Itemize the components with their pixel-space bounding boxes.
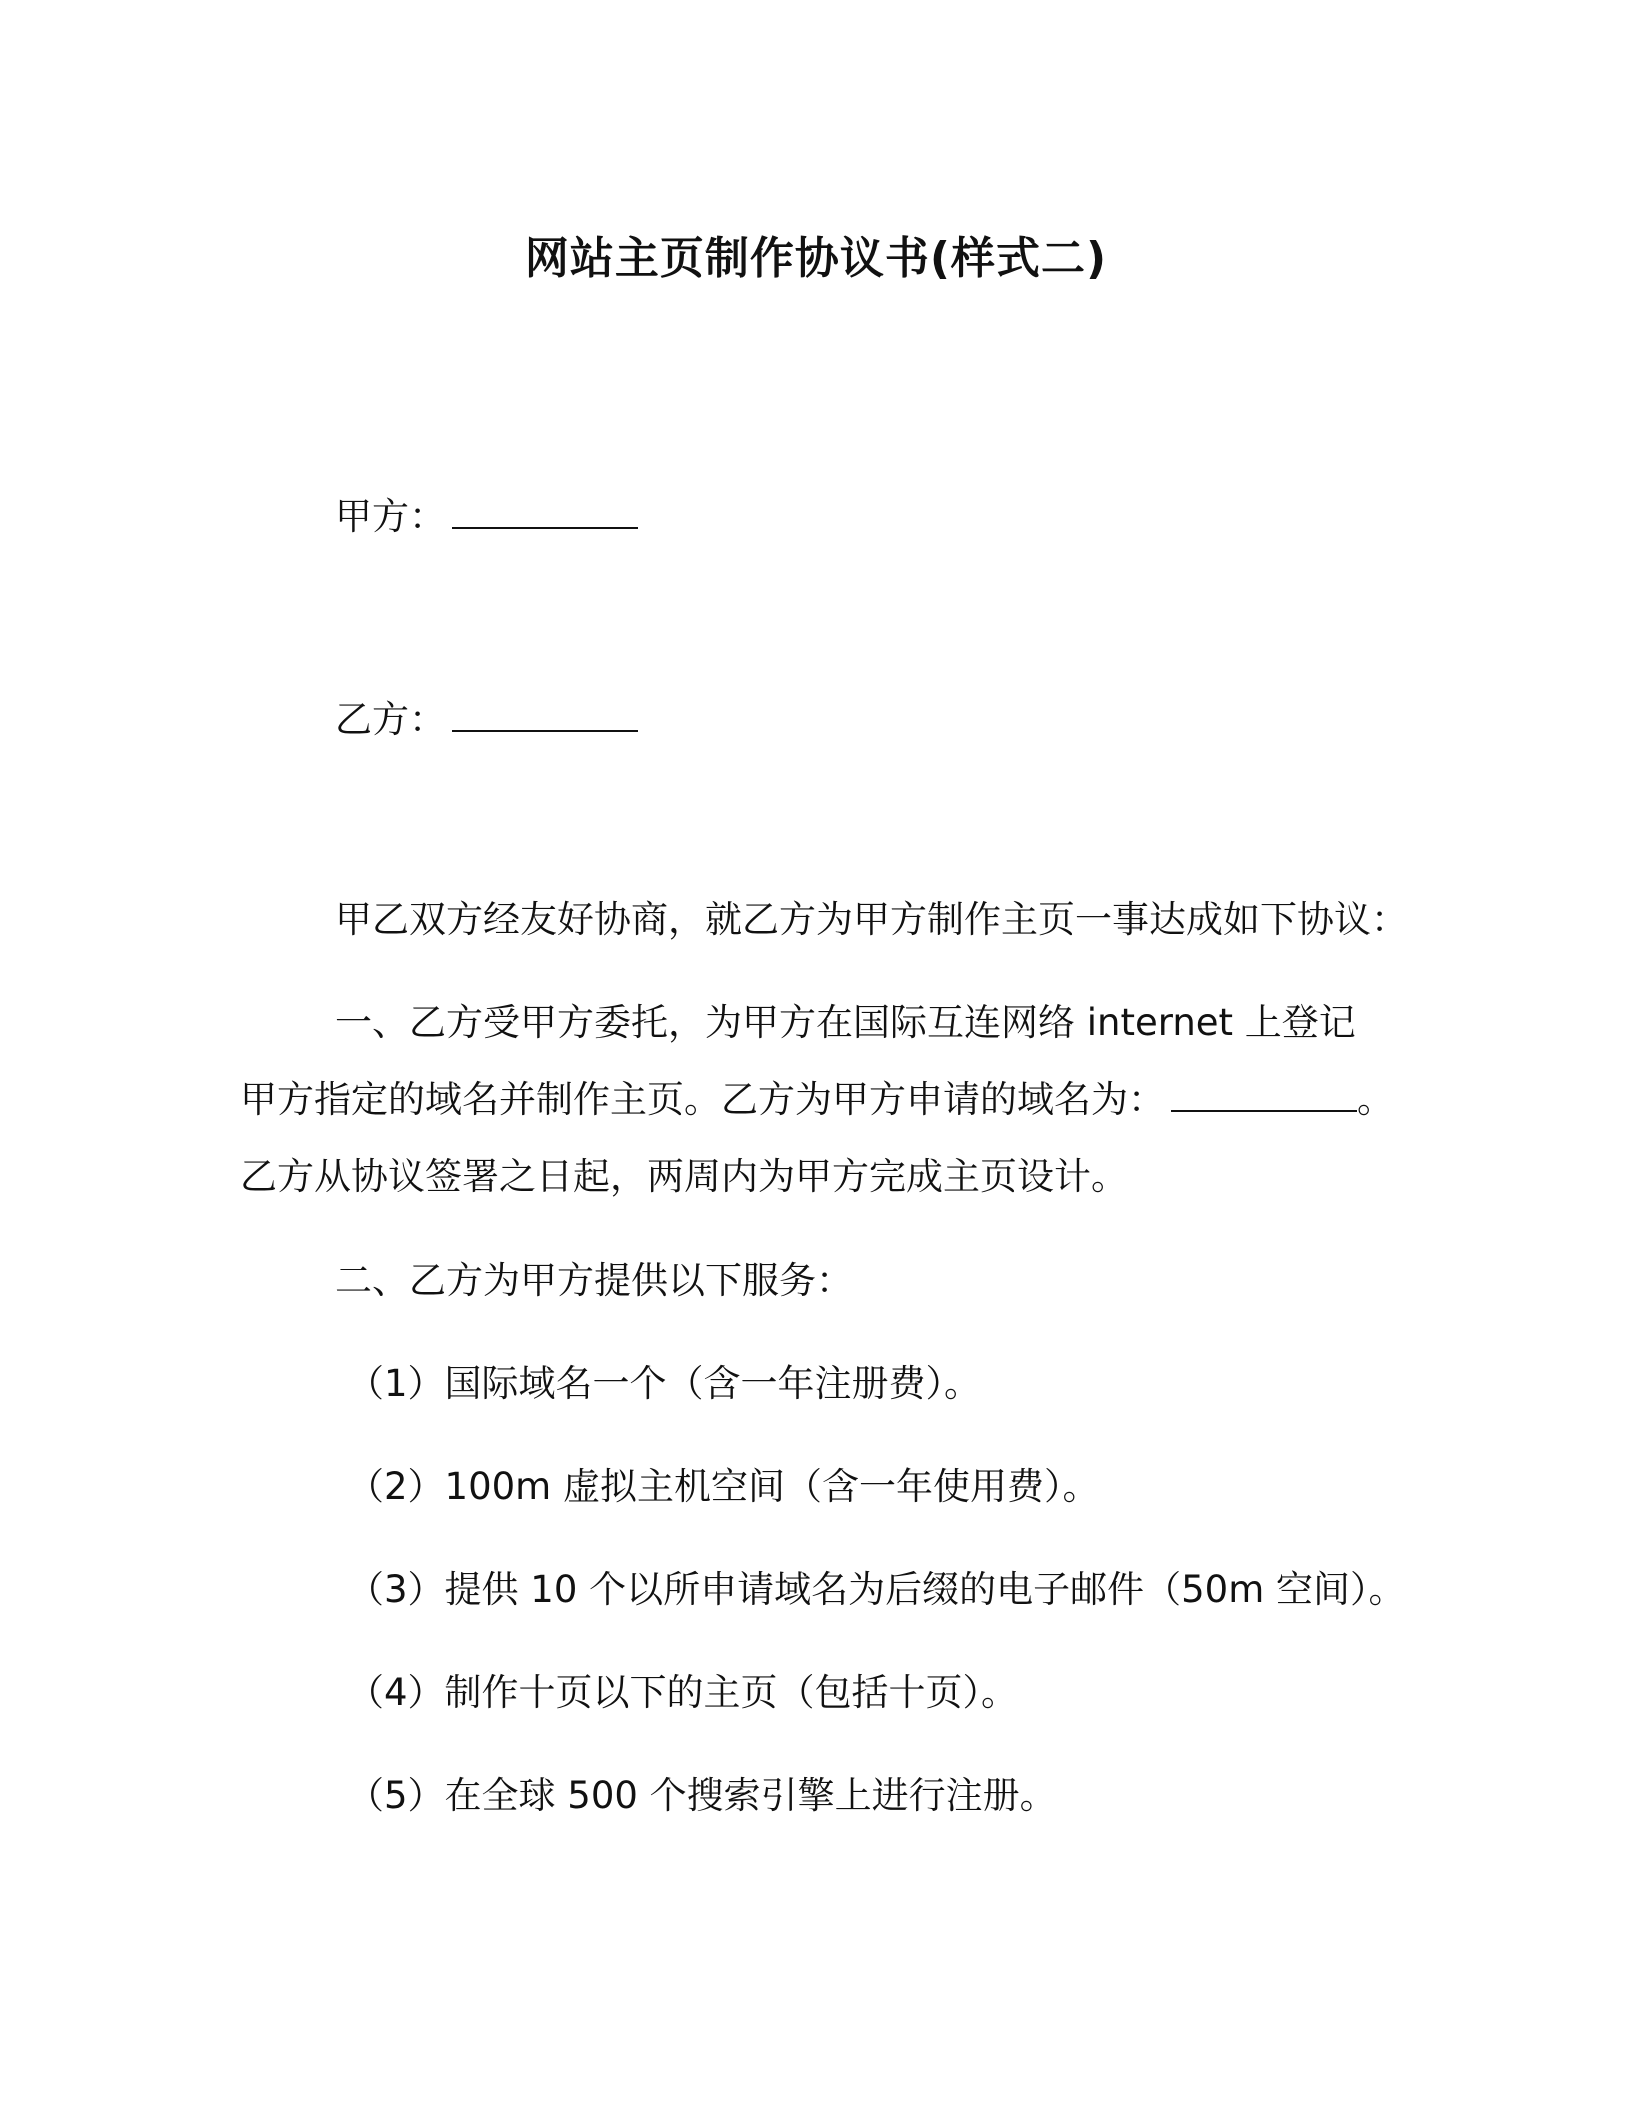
party-a-blank xyxy=(452,497,638,529)
service-item: （3）提供 10 个以所申请域名为后缀的电子邮件（50m 空间）。 xyxy=(347,1568,1406,1611)
service-item: （5）在全球 500 个搜索引擎上进行注册。 xyxy=(347,1774,1057,1817)
service-item: （1）国际域名一个（含一年注册费）。 xyxy=(347,1362,982,1405)
domain-blank xyxy=(1171,1080,1357,1112)
party-a-label: 甲方： xyxy=(335,495,446,538)
party-b-blank xyxy=(452,700,638,732)
service-item: （4）制作十页以下的主页（包括十页）。 xyxy=(347,1671,1019,1714)
service-item: （2）100m 虚拟主机空间（含一年使用费）。 xyxy=(347,1465,1100,1508)
clause1-line2 xyxy=(240,1076,1394,1124)
clause1-line2-prefix: 甲方指定的域名并制作主页。乙方为甲方申请的域名为： xyxy=(240,1078,1165,1121)
party-a-line xyxy=(335,493,638,541)
clause1-line2-suffix: 。 xyxy=(1357,1078,1394,1121)
intro-paragraph: 甲乙双方经友好协商，就乙方为甲方制作主页一事达成如下协议： xyxy=(335,898,1408,941)
clause2-heading: 二、乙方为甲方提供以下服务： xyxy=(335,1259,853,1302)
clause1-line3: 乙方从协议签署之日起，两周内为甲方完成主页设计。 xyxy=(240,1155,1128,1198)
document-title: 网站主页制作协议书(样式二) xyxy=(524,233,1108,284)
party-b-label: 乙方： xyxy=(335,698,446,741)
clause1-line1: 一、乙方受甲方委托，为甲方在国际互连网络 internet 上登记 xyxy=(335,1001,1356,1044)
party-b-line xyxy=(335,696,638,744)
